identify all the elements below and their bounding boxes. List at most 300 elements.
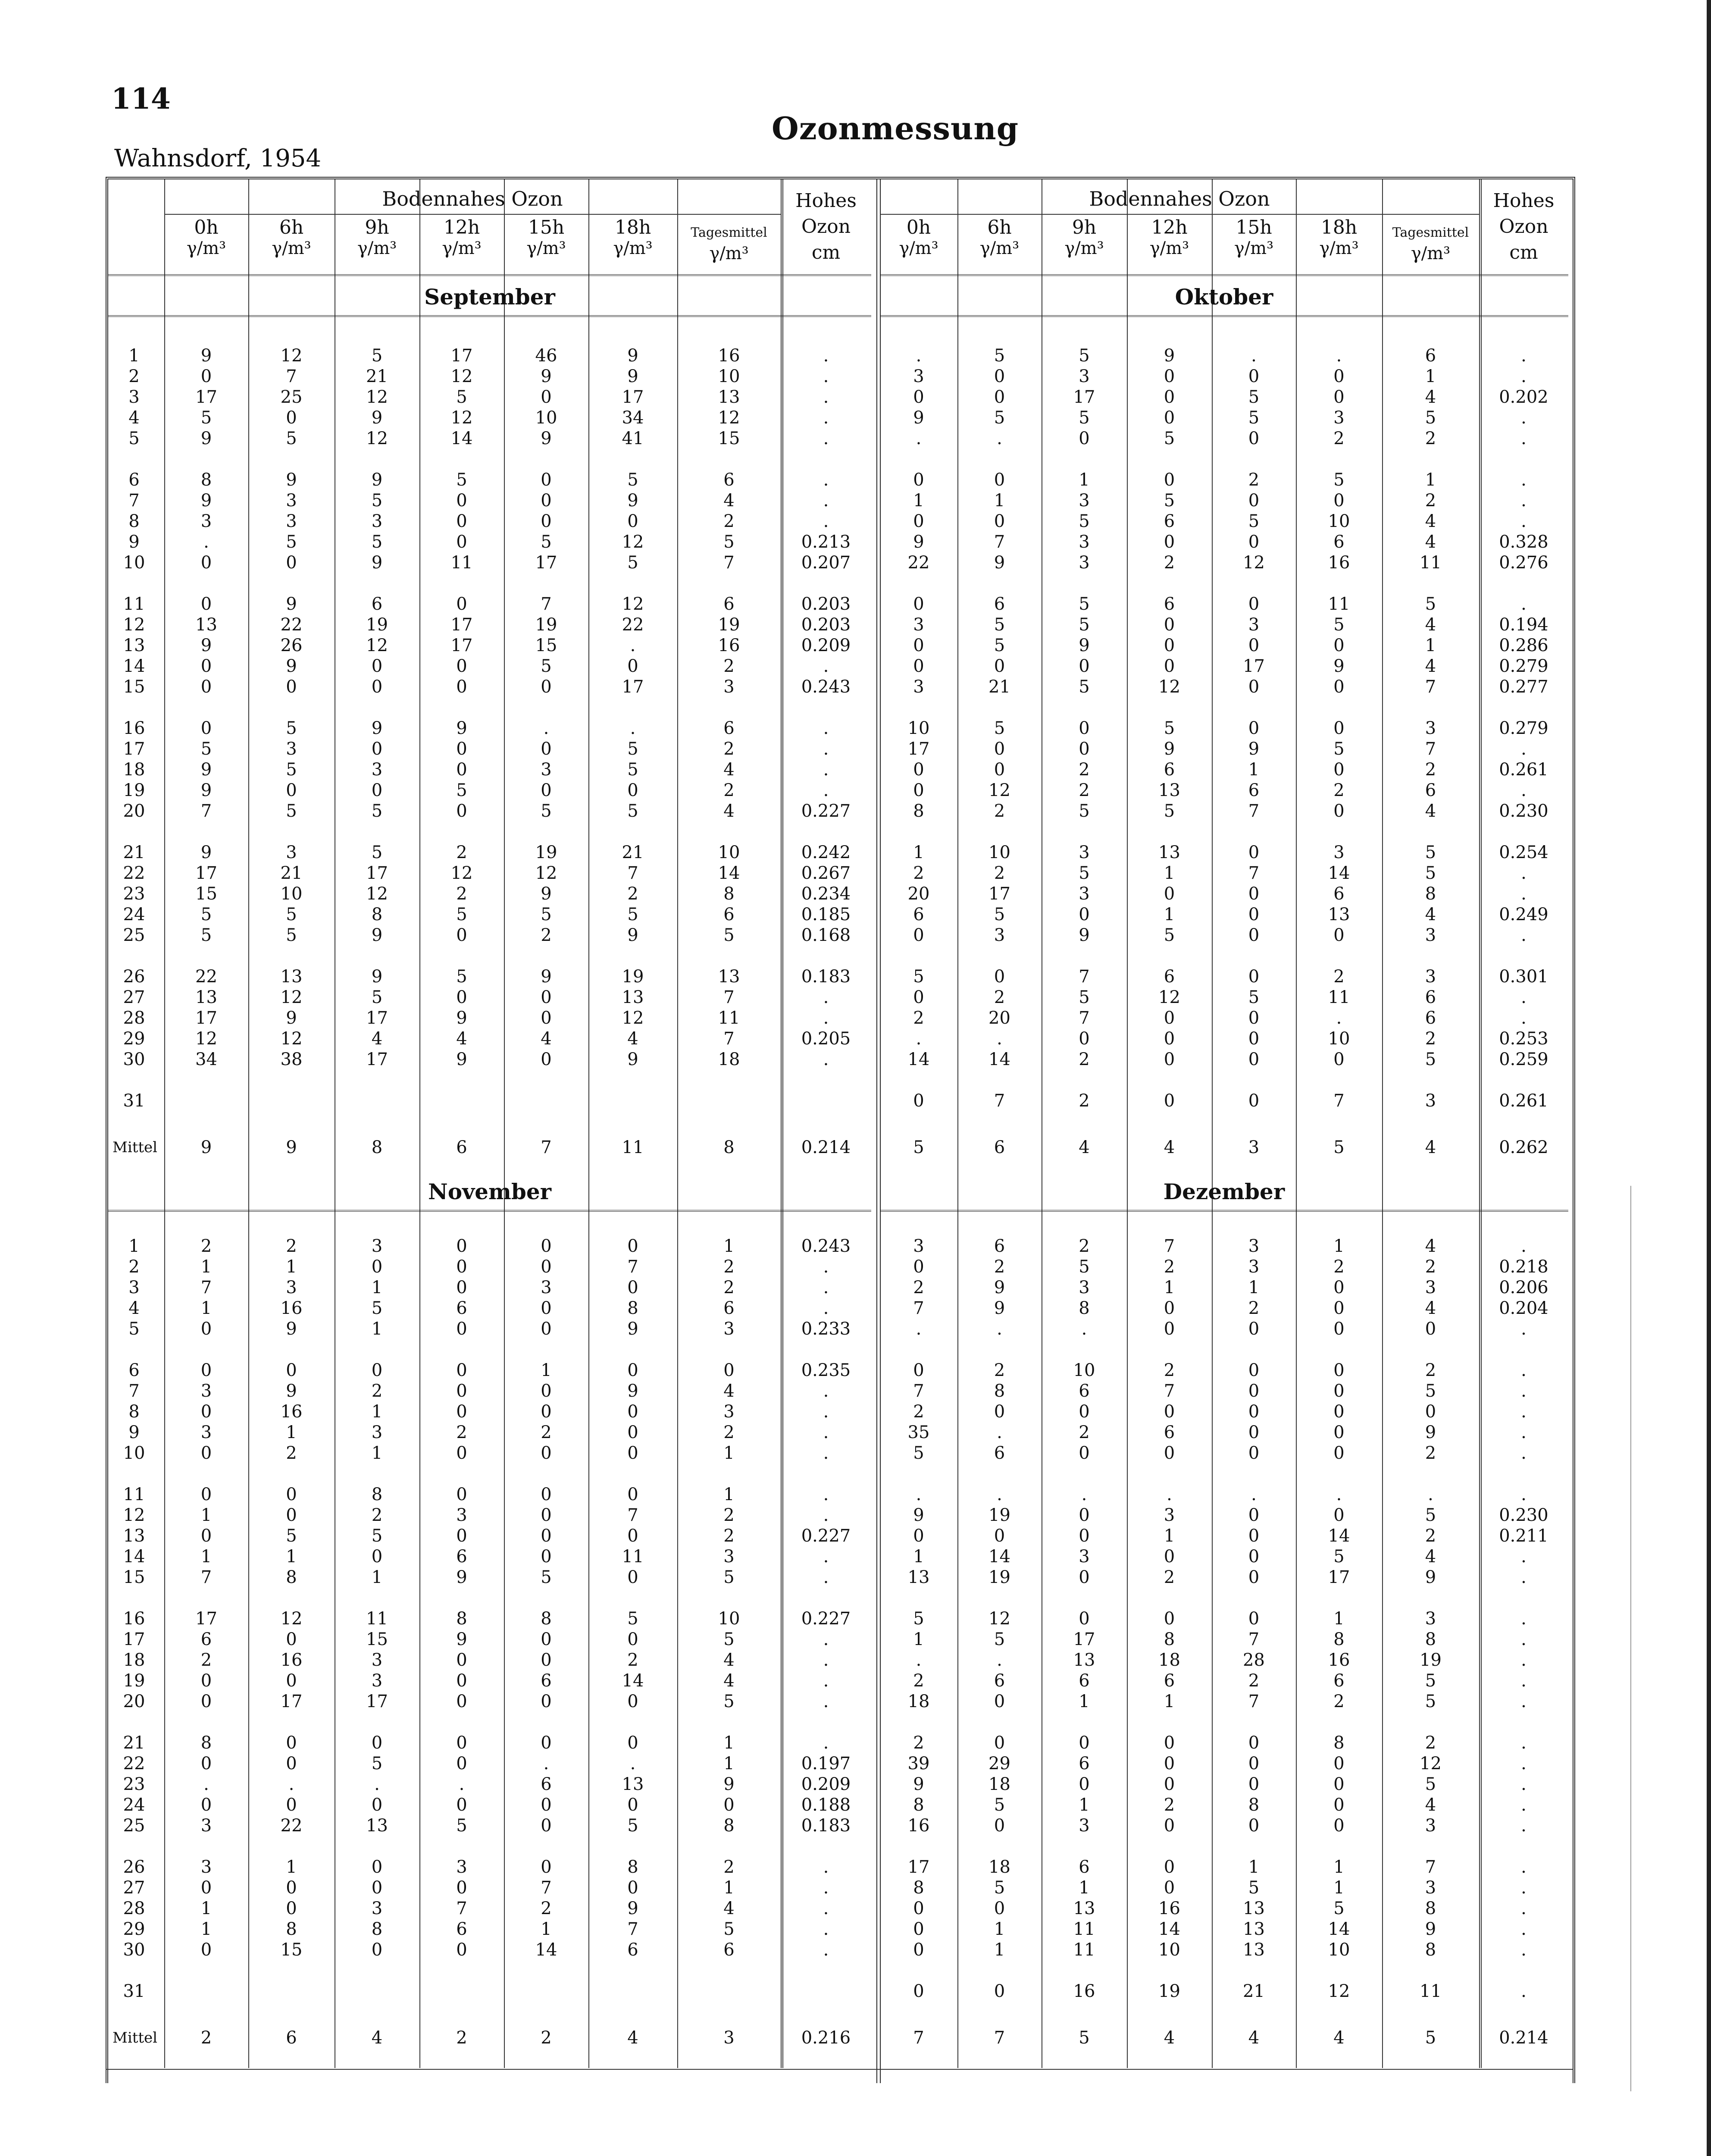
ozone-cell: 0 (994, 367, 1005, 386)
ozone-cell: 5 (286, 801, 297, 821)
ozone-cell: . (1167, 1485, 1172, 1504)
ozone-cell: 5 (371, 491, 383, 511)
ozone-cell: 9 (994, 553, 1005, 573)
ozone-cell: 0 (371, 780, 383, 800)
right-col-header-4 (1127, 217, 1212, 259)
table-row (108, 1981, 871, 2002)
day-label: 28 (123, 1008, 145, 1028)
table-row (108, 1567, 871, 1588)
ozone-cell: 11 (622, 1547, 644, 1567)
left-header-line (108, 274, 871, 276)
ozone-cell: 9 (371, 470, 383, 490)
ozone-cell: 5 (456, 1816, 467, 1836)
high-ozone-cell: 0.230 (1499, 801, 1548, 821)
ozone-cell: 4 (541, 1029, 552, 1049)
ozone-cell: 12 (280, 1609, 303, 1629)
ozone-cell: 0 (1425, 1402, 1436, 1422)
table-row (108, 1877, 871, 1898)
table-row (108, 1670, 871, 1691)
ozone-cell: 6 (723, 470, 735, 490)
ozone-cell: 9 (456, 718, 467, 738)
ozone-cell: 13 (1158, 843, 1180, 862)
ozone-cell: 0 (371, 1795, 383, 1815)
ozone-cell: 8 (456, 1609, 467, 1629)
ozone-cell: 3 (200, 1381, 212, 1401)
ozone-cell: 18 (907, 1692, 930, 1711)
table-row (880, 470, 1568, 490)
high-ozone-cell: . (823, 429, 829, 448)
ozone-cell: 3 (371, 1899, 383, 1918)
ozone-cell: 5 (286, 760, 297, 780)
ozone-cell: . (997, 1650, 1002, 1670)
mittel-cell: 4 (1333, 2028, 1345, 2048)
day-label: 10 (123, 1443, 145, 1463)
ozone-cell: 0 (1248, 1423, 1260, 1442)
day-label: 23 (123, 1774, 145, 1794)
day-label: 15 (123, 677, 145, 697)
ozone-cell: 0 (1164, 656, 1175, 676)
table-row (880, 904, 1568, 925)
ozone-cell: 5 (994, 1795, 1005, 1815)
ozone-cell: 0 (200, 1443, 212, 1463)
ozone-cell: 0 (456, 987, 467, 1007)
ozone-cell: . (997, 1029, 1002, 1049)
day-label: 1 (128, 1236, 140, 1256)
table-row (880, 511, 1568, 532)
table-row (108, 635, 871, 656)
table-row (108, 511, 871, 532)
high-ozone-cell: 0.207 (801, 553, 851, 573)
ozone-cell: 1 (371, 1402, 383, 1422)
ozone-cell: 2 (913, 863, 924, 883)
ozone-cell: 14 (1328, 1526, 1350, 1546)
mittel-cell: 9 (200, 1138, 212, 1157)
ozone-cell: 6 (1164, 1671, 1175, 1691)
ozone-cell: 1 (541, 1360, 552, 1380)
ozone-cell: 0 (723, 1795, 735, 1815)
ozone-cell: 5 (1079, 346, 1090, 366)
ozone-cell: 0 (200, 1940, 212, 1960)
ozone-cell: 5 (1248, 511, 1260, 531)
ozone-cell: 3 (286, 491, 297, 511)
ozone-cell: 12 (450, 408, 473, 428)
high-ozone-cell: . (823, 1567, 829, 1587)
ozone-cell: 1 (1425, 470, 1436, 490)
ozone-cell: 0 (541, 1008, 552, 1028)
ozone-cell: 9 (456, 1008, 467, 1028)
ozone-cell: 0 (286, 1795, 297, 1815)
table-row (880, 1670, 1568, 1691)
ozone-cell: 5 (1079, 594, 1090, 614)
ozone-cell: 2 (1425, 491, 1436, 511)
table-row (880, 490, 1568, 511)
ozone-cell: 9 (200, 760, 212, 780)
ozone-cell: 5 (456, 470, 467, 490)
ozone-cell: 6 (1079, 1857, 1090, 1877)
col-unit: γ/m³ (357, 238, 397, 258)
mittel-row (108, 2028, 871, 2048)
table-row (108, 470, 871, 490)
ozone-cell: 0 (371, 1360, 383, 1380)
ozone-cell: 9 (286, 656, 297, 676)
day-label: 6 (128, 470, 140, 490)
ozone-cell: 13 (195, 987, 217, 1007)
ozone-cell: 16 (907, 1816, 930, 1836)
table-row (880, 614, 1568, 635)
ozone-cell: 5 (456, 905, 467, 924)
high-ozone-cell: . (823, 1671, 829, 1691)
ozone-cell: 13 (1073, 1650, 1095, 1670)
ozone-cell: 8 (1079, 1298, 1090, 1318)
high-ozone-cell: . (823, 987, 829, 1007)
ozone-cell: 12 (1243, 553, 1265, 573)
ozone-cell: 1 (1333, 1857, 1345, 1877)
ozone-cell: 8 (200, 1733, 212, 1753)
high-ozone-cell: 0.234 (801, 884, 851, 904)
ozone-cell: 4 (1425, 1547, 1436, 1567)
high-ozone-cell: . (823, 387, 829, 407)
ozone-cell: 19 (1420, 1650, 1442, 1670)
table-row (108, 863, 871, 884)
ozone-cell: 0 (627, 511, 638, 531)
table-row (880, 1028, 1568, 1049)
ozone-cell: 0 (200, 1319, 212, 1339)
ozone-cell: 5 (1079, 1257, 1090, 1277)
ozone-cell: 0 (913, 1091, 924, 1111)
ozone-cell: 6 (723, 594, 735, 614)
col-time: 18h (1320, 216, 1358, 238)
ozone-cell: 9 (200, 636, 212, 655)
ozone-cell: 0 (1248, 843, 1260, 862)
ozone-cell: 0 (456, 1443, 467, 1463)
ozone-cell: 5 (1333, 470, 1345, 490)
ozone-cell: 9 (627, 346, 638, 366)
mittel-cell: 5 (1079, 2028, 1090, 2048)
day-label: 28 (123, 1899, 145, 1918)
ozone-cell: 2 (1333, 780, 1345, 800)
ozone-cell: 1 (200, 1547, 212, 1567)
ozone-cell: 0 (200, 553, 212, 573)
ozone-cell: 5 (1425, 1692, 1436, 1711)
ozone-cell: 5 (371, 1298, 383, 1318)
mittel-cell: 2 (456, 2028, 467, 2048)
mittel-cell: 0.214 (1499, 2028, 1548, 2048)
ozone-cell: 17 (622, 677, 644, 697)
ozone-cell: 0 (541, 677, 552, 697)
ozone-cell: 8 (1425, 1940, 1436, 1960)
ozone-cell: 2 (913, 1671, 924, 1691)
day-label: 16 (123, 718, 145, 738)
ozone-cell: 0 (1333, 491, 1345, 511)
ozone-cell: 1 (286, 1857, 297, 1877)
ozone-cell: 17 (450, 636, 473, 655)
table-row (108, 1257, 871, 1277)
ozone-cell: 6 (1425, 346, 1436, 366)
ozone-cell: 0 (913, 470, 924, 490)
ozone-cell: 0 (286, 1754, 297, 1774)
ozone-cell: 0 (1248, 718, 1260, 738)
ozone-cell: 0 (1248, 1754, 1260, 1774)
ozone-cell: 5 (723, 532, 735, 552)
ozone-cell: 3 (1425, 718, 1436, 738)
ozone-cell: 1 (200, 1505, 212, 1525)
table-row (880, 780, 1568, 801)
ozone-cell: 1 (723, 1754, 735, 1774)
ozone-cell: 19 (622, 967, 644, 987)
ozone-cell: 0 (456, 1795, 467, 1815)
high-ozone-cell: . (1521, 1981, 1526, 2001)
table-row (108, 1733, 871, 1753)
ozone-cell: 12 (1328, 1981, 1350, 2001)
ozone-cell: 1 (371, 1278, 383, 1297)
right-col-header-high (1479, 188, 1568, 266)
ozone-cell: 0 (1164, 1857, 1175, 1877)
mittel-cell: 3 (723, 2028, 735, 2048)
ozone-cell: 3 (1425, 1609, 1436, 1629)
ozone-cell: 6 (994, 1236, 1005, 1256)
ozone-cell: 12 (450, 863, 473, 883)
ozone-cell: 1 (994, 1919, 1005, 1939)
table-row (108, 428, 871, 449)
ozone-cell: 3 (1079, 553, 1090, 573)
ozone-cell: 0 (200, 1360, 212, 1380)
ozone-cell: 17 (1328, 1567, 1350, 1587)
mittel-cell: 9 (286, 1138, 297, 1157)
ozone-cell: 1 (913, 843, 924, 862)
ozone-cell: 5 (1425, 594, 1436, 614)
ozone-cell: 9 (200, 429, 212, 448)
day-label: 15 (123, 1567, 145, 1587)
ozone-cell: 0 (1333, 1816, 1345, 1836)
ozone-cell: 5 (1425, 1774, 1436, 1794)
ozone-cell: 5 (1333, 1547, 1345, 1567)
ozone-cell: 5 (371, 987, 383, 1007)
ozone-cell: 9 (994, 1278, 1005, 1297)
ozone-cell: 7 (1248, 863, 1260, 883)
ozone-cell: 0 (200, 1754, 212, 1774)
ozone-cell: 3 (1079, 843, 1090, 862)
ozone-cell: 0 (1248, 1008, 1260, 1028)
ozone-cell: 6 (994, 594, 1005, 614)
ozone-cell: 14 (535, 1940, 557, 1960)
table-row (880, 366, 1568, 387)
ozone-cell: 12 (622, 1008, 644, 1028)
ozone-cell: 0 (1248, 491, 1260, 511)
ozone-cell: 5 (1425, 843, 1436, 862)
ozone-cell: 2 (1164, 1360, 1175, 1380)
high-ozone-cell: . (1521, 987, 1526, 1007)
ozone-cell: 1 (1164, 1526, 1175, 1546)
ozone-cell: 0 (541, 1298, 552, 1318)
ozone-cell: . (203, 1774, 209, 1794)
ozone-cell: 14 (718, 863, 740, 883)
ozone-cell: 2 (1425, 1029, 1436, 1049)
left-group-line (164, 214, 781, 215)
ozone-cell: 7 (200, 1567, 212, 1587)
table-row (880, 1298, 1568, 1319)
ozone-cell: 2 (723, 1505, 735, 1525)
high-ozone-label: Ozon (1499, 216, 1548, 238)
ozone-cell: 15 (366, 1630, 388, 1649)
ozone-cell: 10 (1073, 1360, 1095, 1380)
ozone-cell: 12 (1158, 677, 1180, 697)
ozone-cell: 8 (541, 1609, 552, 1629)
table-row (880, 842, 1568, 863)
ozone-cell: 3 (1425, 925, 1436, 945)
ozone-cell: 5 (456, 967, 467, 987)
ozone-cell: 17 (907, 739, 930, 759)
ozone-cell: 12 (366, 636, 388, 655)
high-ozone-cell: 0.279 (1499, 656, 1548, 676)
ozone-cell: 2 (1164, 1257, 1175, 1277)
high-ozone-label: Ozon (801, 216, 851, 238)
table-row (880, 1422, 1568, 1443)
ozone-cell: 17 (280, 1692, 303, 1711)
ozone-cell: 0 (1248, 925, 1260, 945)
high-ozone-cell: 0.254 (1499, 843, 1548, 862)
ozone-cell: 4 (627, 1029, 638, 1049)
col-time: 9h (365, 216, 389, 238)
ozone-cell: 0 (541, 1402, 552, 1422)
ozone-cell: 2 (1425, 429, 1436, 448)
table-row (108, 780, 871, 801)
ozone-cell: . (997, 1423, 1002, 1442)
ozone-cell: 17 (366, 1050, 388, 1069)
table-row (880, 1919, 1568, 1940)
table-row (880, 635, 1568, 656)
high-ozone-cell: . (1521, 1402, 1526, 1422)
ozone-cell: 19 (988, 1567, 1010, 1587)
ozone-cell: 12 (280, 987, 303, 1007)
table-row (108, 1277, 871, 1298)
mittel-cell: 2 (541, 2028, 552, 2048)
left-col-header-1 (164, 217, 248, 259)
ozone-cell: 17 (535, 553, 557, 573)
table-row (108, 532, 871, 552)
ozone-cell: 6 (456, 1919, 467, 1939)
ozone-cell: 12 (988, 780, 1010, 800)
ozone-cell: 0 (541, 470, 552, 490)
ozone-cell: 17 (622, 387, 644, 407)
ozone-cell: 0 (1248, 1443, 1260, 1463)
ozone-cell: 6 (1425, 987, 1436, 1007)
ozone-cell: 3 (1333, 408, 1345, 428)
ozone-cell: 6 (1333, 1671, 1345, 1691)
ozone-cell: 15 (535, 636, 557, 655)
ozone-cell: 5 (371, 1754, 383, 1774)
high-ozone-cell: . (1521, 1630, 1526, 1649)
ozone-cell: 0 (994, 470, 1005, 490)
ozone-cell: 12 (1158, 987, 1180, 1007)
ozone-cell: 9 (1164, 739, 1175, 759)
table-row (880, 1691, 1568, 1712)
ozone-cell: 14 (1158, 1919, 1180, 1939)
ozone-cell: 5 (994, 636, 1005, 655)
ozone-cell: 5 (371, 801, 383, 821)
ozone-cell: 1 (723, 1733, 735, 1753)
day-label: 24 (123, 1795, 145, 1815)
ozone-cell: 7 (541, 1878, 552, 1898)
high-ozone-cell: . (823, 408, 829, 428)
ozone-cell: 4 (1425, 511, 1436, 531)
mittel-cell: 4 (1079, 1138, 1090, 1157)
high-ozone-cell: 0.243 (801, 1236, 851, 1256)
ozone-cell: 12 (622, 532, 644, 552)
ozone-cell: 8 (371, 1919, 383, 1939)
day-label: 25 (123, 1816, 145, 1836)
col-unit: γ/m³ (613, 238, 653, 258)
mittel-row (108, 1137, 871, 1158)
ozone-cell: 6 (456, 1298, 467, 1318)
ozone-cell: 0 (456, 1650, 467, 1670)
ozone-cell: 0 (913, 1919, 924, 1939)
ozone-cell: 8 (913, 1878, 924, 1898)
high-ozone-cell: . (1521, 884, 1526, 904)
ozone-cell: 0 (456, 925, 467, 945)
month-top-line (880, 1210, 1568, 1212)
table-row (880, 1857, 1568, 1877)
ozone-cell: 9 (1079, 925, 1090, 945)
ozone-cell: 19 (535, 615, 557, 635)
table-row (880, 1753, 1568, 1774)
table-row (108, 1298, 871, 1319)
ozone-cell: 5 (723, 1567, 735, 1587)
ozone-cell: 5 (200, 905, 212, 924)
page-edge (1707, 0, 1711, 2156)
ozone-cell: 0 (371, 1857, 383, 1877)
day-label: 30 (123, 1940, 145, 1960)
ozone-cell: 4 (1425, 656, 1436, 676)
ozone-cell: . (459, 1774, 465, 1794)
ozone-cell: 10 (535, 408, 557, 428)
ozone-cell: 1 (286, 1547, 297, 1567)
ozone-cell: 9 (1425, 1567, 1436, 1587)
ozone-cell: 7 (627, 1505, 638, 1525)
ozone-cell: 0 (541, 1795, 552, 1815)
ozone-cell: 1 (1079, 1795, 1090, 1815)
ozone-cell: 0 (456, 1878, 467, 1898)
day-label: 14 (123, 656, 145, 676)
ozone-cell: 6 (456, 1547, 467, 1567)
ozone-cell: 6 (723, 1298, 735, 1318)
day-label: 9 (128, 532, 140, 552)
left-col-header-5 (504, 217, 588, 259)
ozone-cell: 5 (1425, 408, 1436, 428)
high-ozone-cell: . (823, 656, 829, 676)
right-group-ground: Bodennahes Ozon (1089, 187, 1270, 210)
col-time: 9h (1072, 216, 1097, 238)
ozone-cell: 0 (541, 1650, 552, 1670)
ozone-cell: 3 (1079, 1278, 1090, 1297)
ozone-cell: 5 (994, 615, 1005, 635)
table-row (108, 1505, 871, 1526)
ozone-cell: 3 (1333, 843, 1345, 862)
ozone-cell: 5 (994, 905, 1005, 924)
ozone-cell: 5 (200, 408, 212, 428)
ozone-cell: 0 (994, 1402, 1005, 1422)
ozone-cell: 0 (286, 1671, 297, 1691)
ozone-cell: 0 (541, 1485, 552, 1504)
ozone-cell: 1 (913, 1630, 924, 1649)
ozone-cell: 2 (723, 1278, 735, 1297)
ozone-cell: 2 (1248, 1671, 1260, 1691)
high-ozone-cell: 0.188 (801, 1795, 851, 1815)
ozone-cell: 13 (1158, 780, 1180, 800)
table-row (880, 801, 1568, 821)
ozone-cell: 17 (450, 346, 473, 366)
ozone-cell: 12 (988, 1609, 1010, 1629)
mittel-cell: 8 (371, 1138, 383, 1157)
